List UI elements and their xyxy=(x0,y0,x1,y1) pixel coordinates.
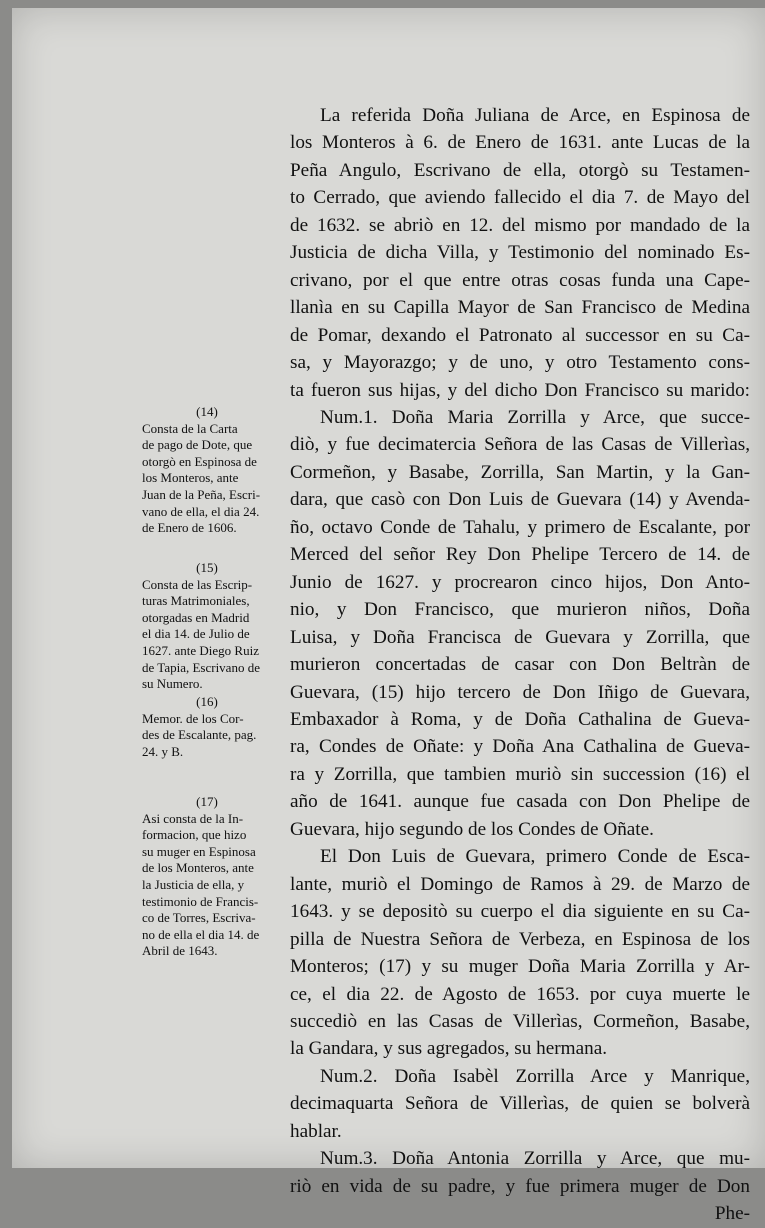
text-line: Guevara, hijo segundo de los Condes de Oñate. xyxy=(290,818,654,840)
margin-note xyxy=(142,794,272,960)
text-line: la Gandara, y sus agregados, su hermana. xyxy=(290,1038,608,1060)
text-line: 1643. y se depositò su cuerpo el dia siguiente en su Ca- xyxy=(290,901,750,923)
note-line: Asi consta de la In- xyxy=(142,810,244,826)
note-line: los Monteros, ante xyxy=(142,470,239,486)
text-line: hablar. xyxy=(290,1120,342,1142)
note-line: de los Monteros, ante xyxy=(142,860,254,876)
text-line: los Monteros à 6. de Enero de 1631. ante Lucas de la xyxy=(290,132,750,154)
text-line: El Don Luis de Guevara, primero Conde de Esca- xyxy=(320,846,750,868)
note-line: su Numero. xyxy=(142,676,203,692)
note-line: 24. y B. xyxy=(142,743,184,759)
text-line: dara, que casò con Don Luis de Guevara (14) y Avenda- xyxy=(290,489,750,511)
note-line: otorgadas en Madrid xyxy=(142,609,250,625)
text-line: Num.2. Doña Isabèl Zorrilla Arce y Manrique, xyxy=(320,1065,750,1087)
text-line: ce, el dia 22. de Agosto de 1653. por cuya muerte le xyxy=(290,983,750,1005)
main-text xyxy=(290,102,750,1228)
text-line: Merced del señor Rey Don Phelipe Tercero de 14. de xyxy=(290,544,750,566)
note-line: no de ella el dia 14. de xyxy=(142,926,260,942)
text-line: diò, y fue decimatercia Señora de las Casas de Villerìas, xyxy=(290,434,750,456)
text-line: ño, octavo Conde de Tahalu, y primero de Escalante, por xyxy=(290,516,750,538)
text-line: ra y Zorrilla, que tambien muriò sin succession (16) el xyxy=(290,763,750,785)
text-line: Num.1. Doña Maria Zorrilla y Arce, que succe- xyxy=(320,406,750,428)
note-line: de Tapia, Escrivano de xyxy=(142,659,260,675)
margin-note xyxy=(142,560,272,693)
note-number: (14) xyxy=(196,404,218,419)
note-number: (15) xyxy=(196,560,218,575)
text-line: pilla de Nuestra Señora de Verbeza, en Espinosa de los xyxy=(290,928,750,950)
note-number: (16) xyxy=(196,694,218,709)
text-line: año de 1641. aunque fue casada con Don Phelipe de xyxy=(290,791,750,813)
text-line: Num.3. Doña Antonia Zorrilla y Arce, que mu- xyxy=(320,1148,750,1170)
note-line: Abril de 1643. xyxy=(142,943,218,959)
text-line: Guevara, (15) hijo tercero de Don Iñigo de Guevara, xyxy=(290,681,750,703)
text-line: succediò en las Casas de Villerìas, Cormeñon, Basabe, xyxy=(290,1010,750,1032)
text-line: decimaquarta Señora de Villerìas, de quien se bolverà xyxy=(290,1093,750,1115)
catchword: Phe- xyxy=(714,1203,750,1225)
text-line: Cormeñon, y Basabe, Zorrilla, San Martin, y la Gan- xyxy=(290,461,750,483)
note-line: vano de ella, el dia 24. xyxy=(142,503,260,519)
note-line: otorgò en Espinosa de xyxy=(142,453,257,469)
text-line: crivano, por el que entre otras cosas funda una Cape- xyxy=(290,269,750,291)
note-line: Consta de la Carta xyxy=(142,420,238,436)
text-line: ra, Condes de Oñate: y Doña Ana Cathalina de Gueva- xyxy=(290,736,750,758)
text-line: de Pomar, dexando el Patronato al successor en su Ca- xyxy=(290,324,750,346)
text-line: riò en vida de su padre, y fue primera muger de Don xyxy=(290,1175,750,1197)
text-line: to Cerrado, que aviendo fallecido el dia 7. de Mayo del xyxy=(290,187,750,209)
note-line: Juan de la Peña, Escri- xyxy=(142,486,261,502)
note-number: (17) xyxy=(196,794,218,809)
text-line: Junio de 1627. y procrearon cinco hijos, Don Anto- xyxy=(290,571,750,593)
text-line: Peña Angulo, Escrivano de ella, otorgò su Testamen- xyxy=(290,159,750,181)
note-line: su muger en Espinosa xyxy=(142,843,256,859)
text-line: Justicia de dicha Villa, y Testimonio del nominado Es- xyxy=(290,242,750,264)
margin-note xyxy=(142,694,272,760)
text-line: nio, y Don Francisco, que murieron niños, Doña xyxy=(290,599,750,621)
note-line: testimonio de Francis- xyxy=(142,893,259,909)
text-line: sa, y Mayorazgo; y de uno, y otro Testamento cons- xyxy=(290,352,750,374)
note-line: 1627. ante Diego Ruiz xyxy=(142,642,259,658)
text-line: lante, muriò el Domingo de Ramos à 29. de Marzo de xyxy=(290,873,750,895)
note-line: la Justicia de ella, y xyxy=(142,876,245,892)
note-line: co de Torres, Escriva- xyxy=(142,910,256,926)
text-line: llanìa en su Capilla Mayor de San Francisco de Medina xyxy=(290,297,750,319)
note-line: de pago de Dote, que xyxy=(142,437,253,453)
text-line: Monteros; (17) y su muger Doña Maria Zorrilla y Ar- xyxy=(290,956,750,978)
text-line: de 1632. se abriò en 12. del mismo por mandado de la xyxy=(290,214,750,236)
text-line: Embaxador à Roma, y de Doña Cathalina de Gueva- xyxy=(290,708,750,730)
text-line: murieron concertadas de casar con Don Beltràn de xyxy=(290,654,750,676)
text-line: Luisa, y Doña Francisca de Guevara y Zorrilla, que xyxy=(290,626,750,648)
note-line: de Enero de 1606. xyxy=(142,520,237,536)
note-line: formacion, que hizo xyxy=(142,827,247,843)
note-line: turas Matrimoniales, xyxy=(142,593,250,609)
margin-note xyxy=(142,404,272,537)
note-line: Consta de las Escrip- xyxy=(142,576,253,592)
note-line: des de Escalante, pag. xyxy=(142,727,257,743)
text-line: ta fueron sus hijas, y del dicho Don Francisco su marido: xyxy=(290,379,750,401)
note-line: Memor. de los Cor- xyxy=(142,710,244,726)
note-line: el dia 14. de Julio de xyxy=(142,626,250,642)
book-page xyxy=(12,8,765,1225)
text-line: La referida Doña Juliana de Arce, en Espinosa de xyxy=(320,105,750,126)
